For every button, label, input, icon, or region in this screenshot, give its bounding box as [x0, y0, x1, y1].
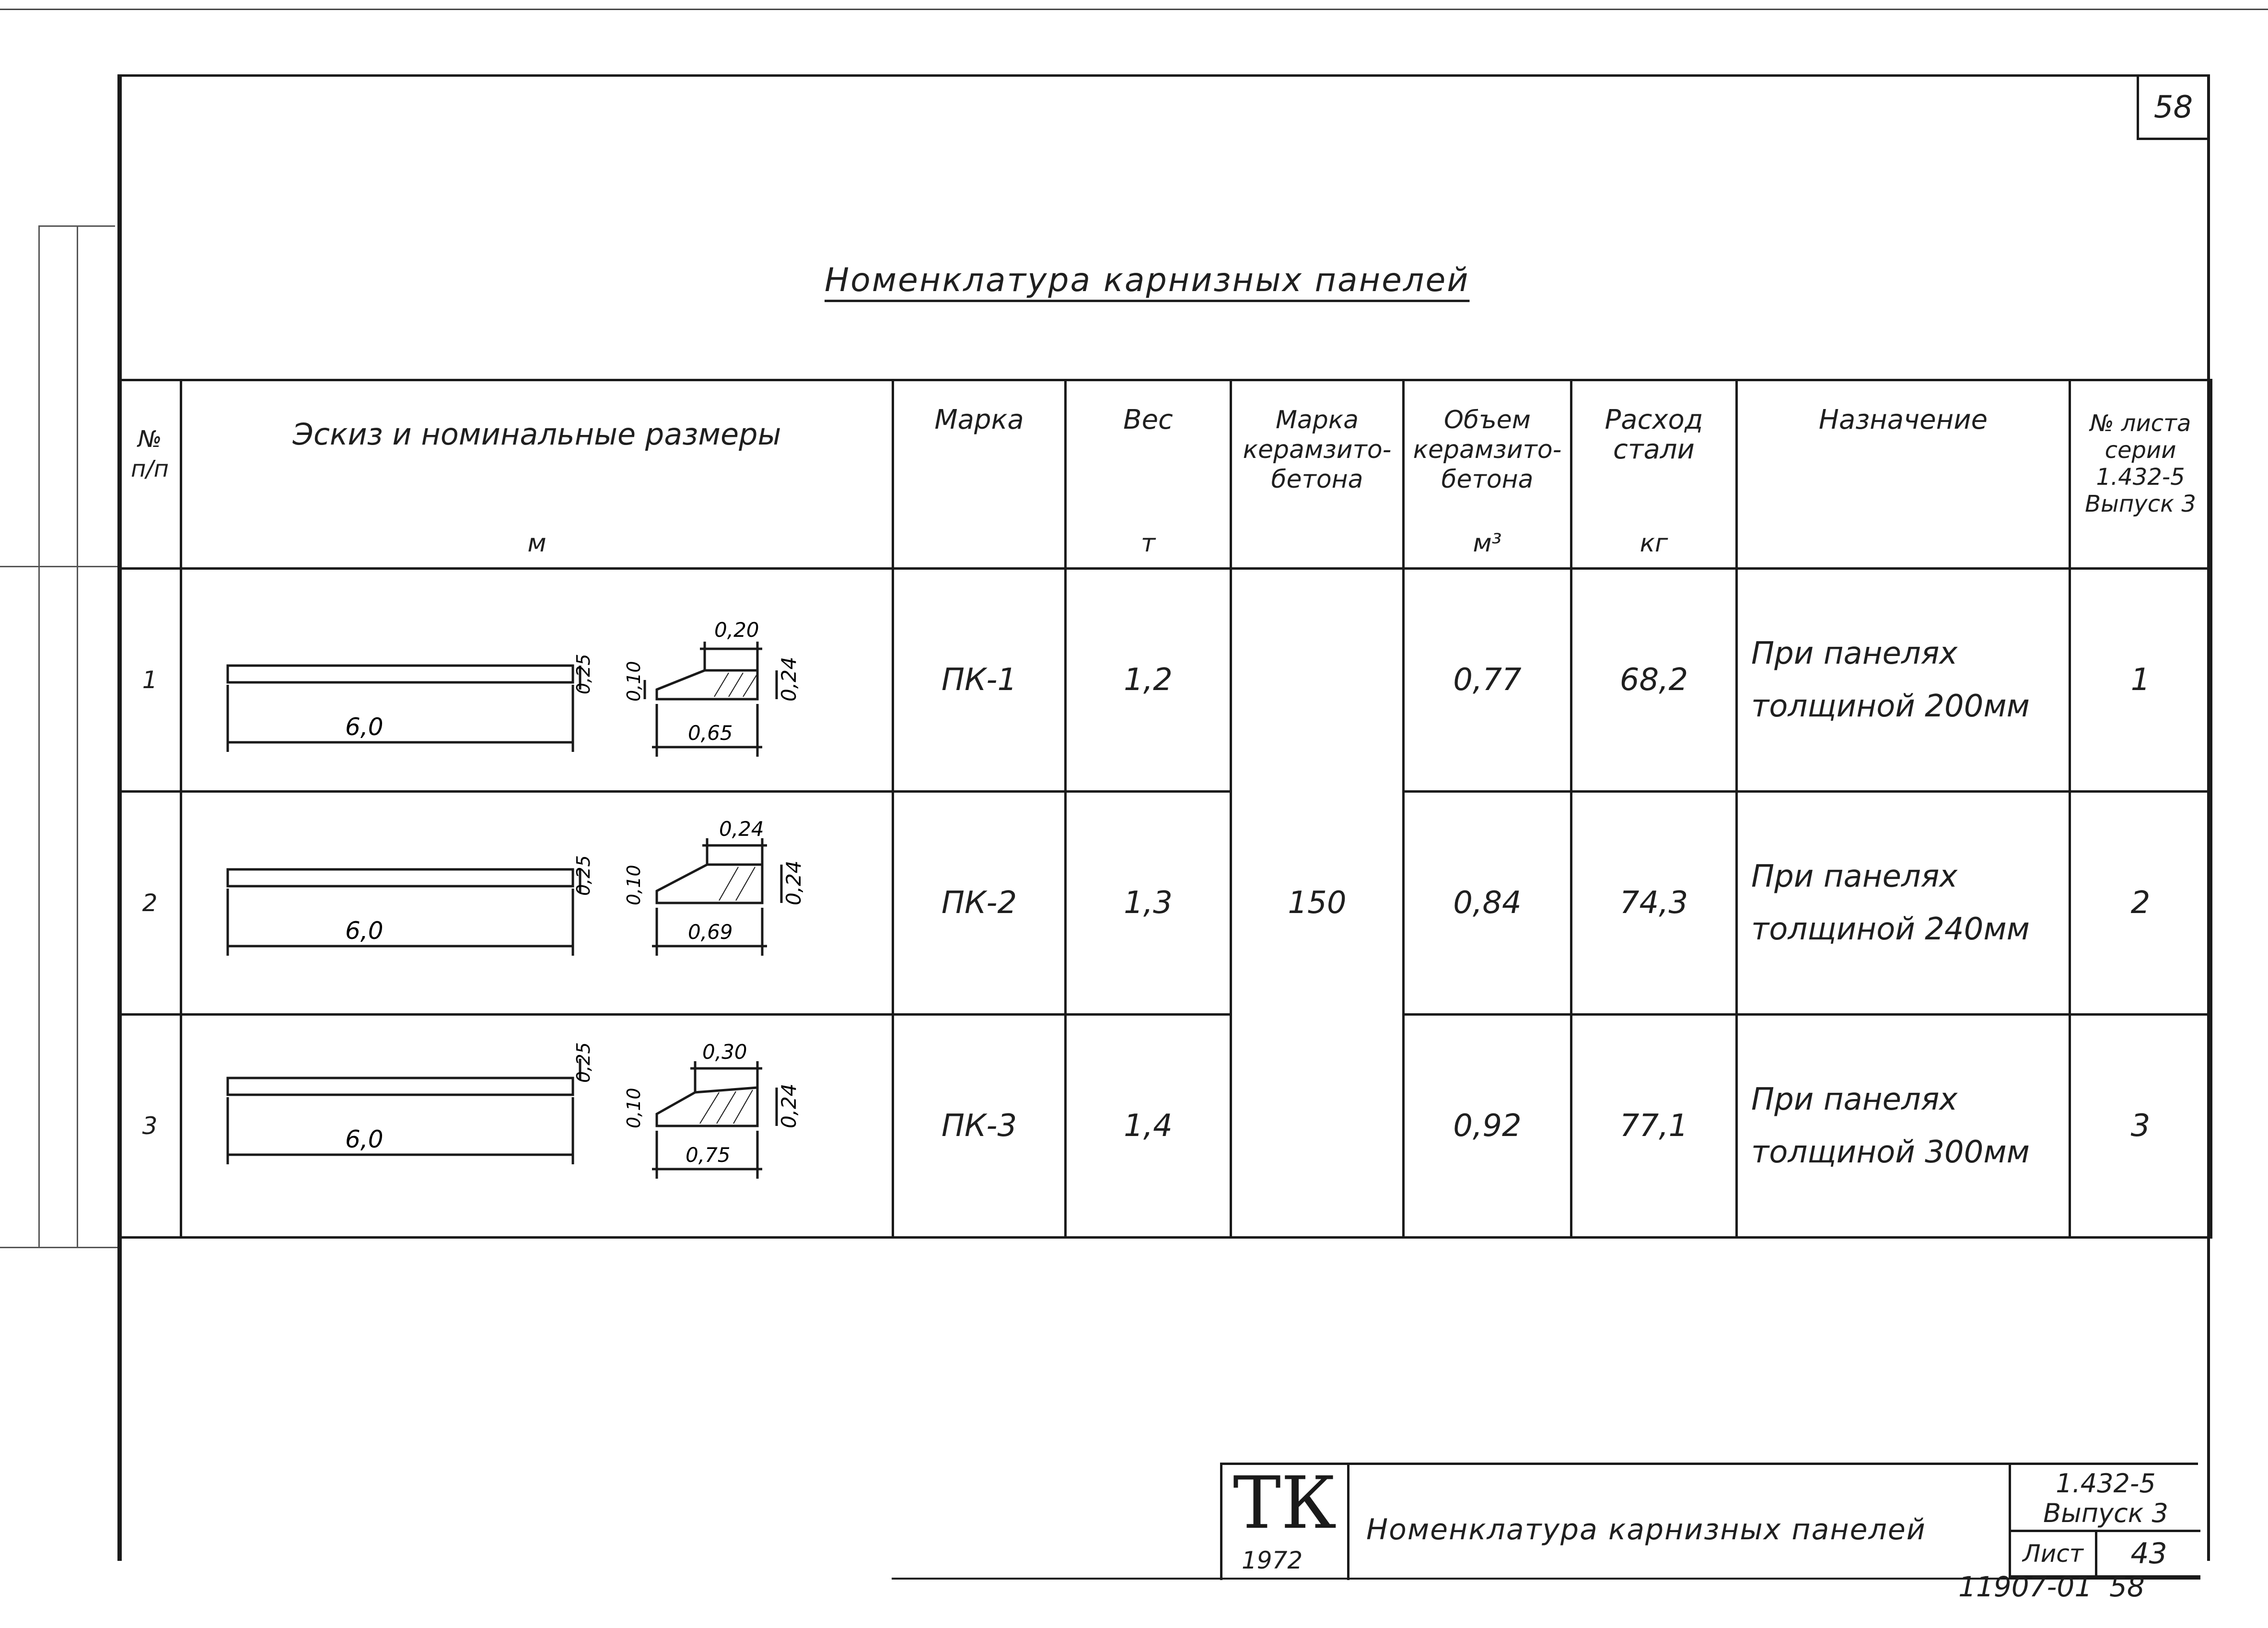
title-block-divider — [1347, 1465, 1349, 1580]
header-series-sheet: № листа серии 1.432-5 Выпуск 3 — [2070, 380, 2211, 569]
drawing-code: 11907-01 — [1958, 1570, 2093, 1603]
svg-text:0,30: 0,30 — [702, 1040, 747, 1064]
sketch-cell — [181, 569, 893, 792]
nomenclature-table — [117, 379, 2212, 1239]
svg-text:6,0: 6,0 — [345, 917, 384, 945]
title-block-sheet-value: 43 — [2095, 1532, 2200, 1578]
page-number: 58 — [2109, 1570, 2145, 1603]
svg-text:0,10: 0,10 — [623, 661, 644, 702]
header-num: № п/п — [119, 380, 181, 569]
tk-logo: ТК — [1233, 1462, 1337, 1545]
panel-sketch — [182, 1016, 894, 1236]
svg-text:6,0: 6,0 — [345, 1125, 384, 1153]
margin-line — [77, 225, 78, 1247]
margin-line — [0, 566, 117, 567]
svg-text:6,0: 6,0 — [345, 713, 384, 741]
header-purpose: Назначение — [1737, 380, 2070, 569]
svg-text:0,24: 0,24 — [719, 817, 764, 841]
sheet-edge-line — [0, 9, 2268, 10]
purpose-cell: При панелях толщиной 240мм — [1737, 792, 2070, 1015]
svg-text:0,75: 0,75 — [686, 1143, 731, 1167]
svg-text:0,65: 0,65 — [688, 721, 733, 745]
title-block-title: Номенклатура карнизных панелей — [1366, 1513, 1926, 1546]
table-row: 3 6,0 0,25 0,10 0,30 0,24 0,75 ПК-3 1,4 0,92 77,1 При панелях толщиной 300мм 3 — [119, 1015, 2211, 1238]
sketch-cell — [181, 792, 893, 1015]
svg-text:0,10: 0,10 — [623, 865, 644, 905]
svg-text:0,25: 0,25 — [573, 1042, 594, 1083]
svg-text:0,25: 0,25 — [573, 855, 594, 896]
panel-sketch — [182, 570, 894, 790]
svg-text:0,24: 0,24 — [777, 656, 801, 702]
svg-text:0,20: 0,20 — [714, 618, 759, 642]
title-block-year: 1972 — [1242, 1546, 1303, 1574]
sheet-number-corner: 58 — [2137, 77, 2208, 140]
sketch-cell — [181, 1015, 893, 1238]
header-row — [119, 380, 2211, 569]
svg-text:0,24: 0,24 — [782, 860, 805, 905]
svg-text:0,25: 0,25 — [573, 654, 594, 694]
panel-sketch — [182, 793, 894, 1013]
header-sketch: Эскиз и номинальные размеры м — [181, 380, 893, 569]
svg-text:0,10: 0,10 — [623, 1088, 644, 1128]
page-title: Номенклатура карнизных панелей — [825, 261, 1470, 299]
title-block-sheet-label: Лист — [2009, 1532, 2095, 1578]
table-row: 2 6,0 0,25 0,10 0,24 0,24 0,69 ПК-2 1,3 0,84 74,3 При панелях толщиной 240мм 2 — [119, 792, 2211, 1015]
header-weight: Вес т — [1066, 380, 1231, 569]
header-volume: Объем керамзито-бетона м³ — [1404, 380, 1571, 569]
header-concrete-grade: Марка керамзито-бетона — [1231, 380, 1404, 569]
header-mark: Марка — [893, 380, 1066, 569]
concrete-grade-cell: 150 — [1231, 569, 1404, 1238]
title-block — [1220, 1463, 2198, 1580]
svg-text:0,24: 0,24 — [777, 1083, 801, 1128]
margin-line — [0, 1247, 117, 1248]
purpose-cell: При панелях толщиной 300мм — [1737, 1015, 2070, 1238]
purpose-cell: При панелях толщиной 200мм — [1737, 569, 2070, 792]
header-steel: Расход стали кг — [1571, 380, 1737, 569]
svg-text:0,69: 0,69 — [688, 920, 733, 944]
title-block-series: 1.432-5 Выпуск 3 — [2009, 1465, 2200, 1532]
table-row: 1 6,0 0,25 0,10 0,20 0,24 0,65 ПК-1 1,2 150 0,77 68,2 При панелях толщиной 200мм 1 — [119, 569, 2211, 792]
margin-line — [38, 225, 40, 1247]
